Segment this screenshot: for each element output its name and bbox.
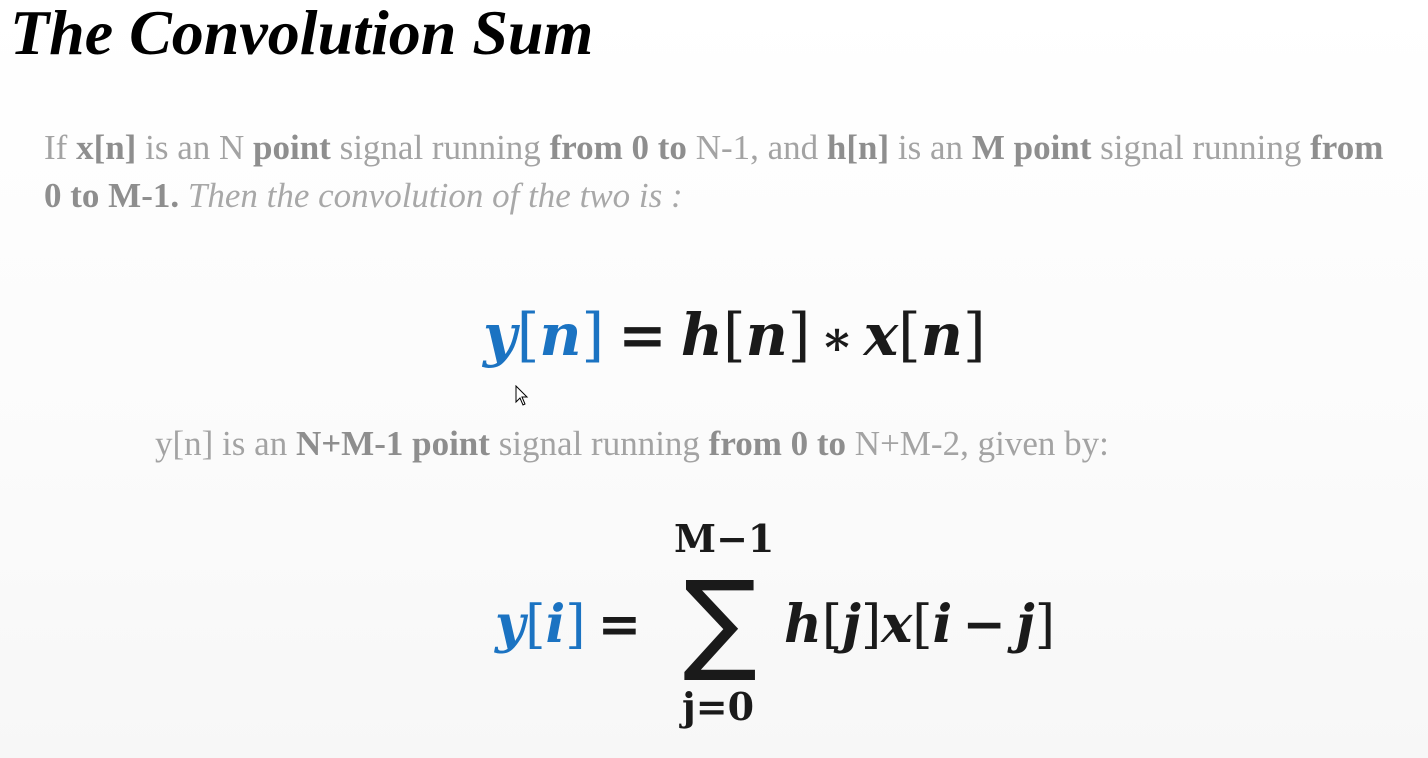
intro-italic: Then the convolution of the two is : (187, 176, 683, 215)
eq2-bracket: [ (912, 595, 933, 655)
eq1-lhs-index: n (539, 301, 582, 369)
desc-bold: from 0 to (708, 424, 847, 463)
intro-bold: point (253, 128, 331, 167)
eq1-equals: = (618, 301, 667, 369)
desc-bold: N+M-1 point (295, 424, 490, 463)
convolution-equation (483, 300, 986, 374)
desc-text: signal running (489, 424, 709, 463)
intro-text: signal running (1091, 128, 1311, 167)
eq1-bracket: ] (962, 301, 986, 369)
eq2-x-index-j: j (1015, 594, 1035, 655)
eq2-h-index: j (842, 594, 861, 655)
intro-bold: from 0 to M-1. (44, 128, 1384, 215)
eq2-lhs-index: i (545, 594, 566, 655)
intro-text (687, 128, 696, 167)
intro-bold: M point (971, 128, 1092, 167)
intro-text: , and (750, 128, 827, 167)
slide-title: The Convolution Sum (10, 0, 594, 68)
summation-symbol: ∑ (683, 557, 758, 685)
eq1-convolution-operator: ∗ (820, 311, 854, 367)
intro-text: signal running (330, 128, 550, 167)
desc-text: y[n] is an (155, 424, 296, 463)
eq1-x: x (863, 301, 899, 369)
eq2-minus: − (962, 594, 1006, 655)
eq1-x-index: n (920, 301, 963, 369)
desc-text: , given by: (960, 424, 1109, 463)
desc-text: N+M-2 (854, 424, 961, 463)
eq1-h-index: n (745, 301, 788, 369)
eq2-x-index-i: i (932, 594, 953, 655)
eq1-bracket: [ (898, 301, 921, 369)
eq2-lhs-bracket: [ (525, 595, 546, 655)
eq2-bracket: [ (821, 595, 843, 655)
eq2-x: x (881, 594, 913, 655)
summation-lower-limit: j=0 (682, 684, 755, 729)
mouse-pointer-icon (515, 385, 529, 407)
eq2-bracket: ] (860, 595, 882, 655)
intro-text (179, 176, 188, 215)
eq2-lhs-var: y (495, 594, 526, 655)
convolution-sum-lhs (495, 590, 653, 660)
intro-bold: h[n] (826, 128, 890, 167)
eq1-bracket: ] (787, 301, 811, 369)
intro-text: If (44, 128, 77, 167)
intro-text: is an (136, 128, 219, 167)
eq2-h: h (784, 594, 822, 655)
intro-bold: from 0 to (549, 128, 687, 167)
intro-text: N-1 (695, 128, 751, 167)
eq1-lhs-bracket: ] (581, 301, 605, 369)
eq1-lhs-bracket: [ (516, 301, 540, 369)
eq1-bracket: [ (722, 301, 746, 369)
convolution-sum-rhs (784, 590, 1055, 660)
intro-text: N (218, 128, 254, 167)
eq2-equals: = (597, 594, 642, 655)
description-paragraph (155, 422, 1109, 466)
eq2-bracket: ] (1034, 595, 1056, 655)
intro-paragraph (44, 124, 1404, 220)
eq1-h: h (680, 301, 723, 369)
desc-text (846, 424, 855, 463)
intro-bold: x[n] (76, 128, 137, 167)
eq2-lhs-bracket: ] (565, 595, 586, 655)
summation-upper-limit: M−1 (674, 516, 775, 561)
eq1-lhs-var: y (483, 301, 517, 369)
intro-text: is an (889, 128, 972, 167)
